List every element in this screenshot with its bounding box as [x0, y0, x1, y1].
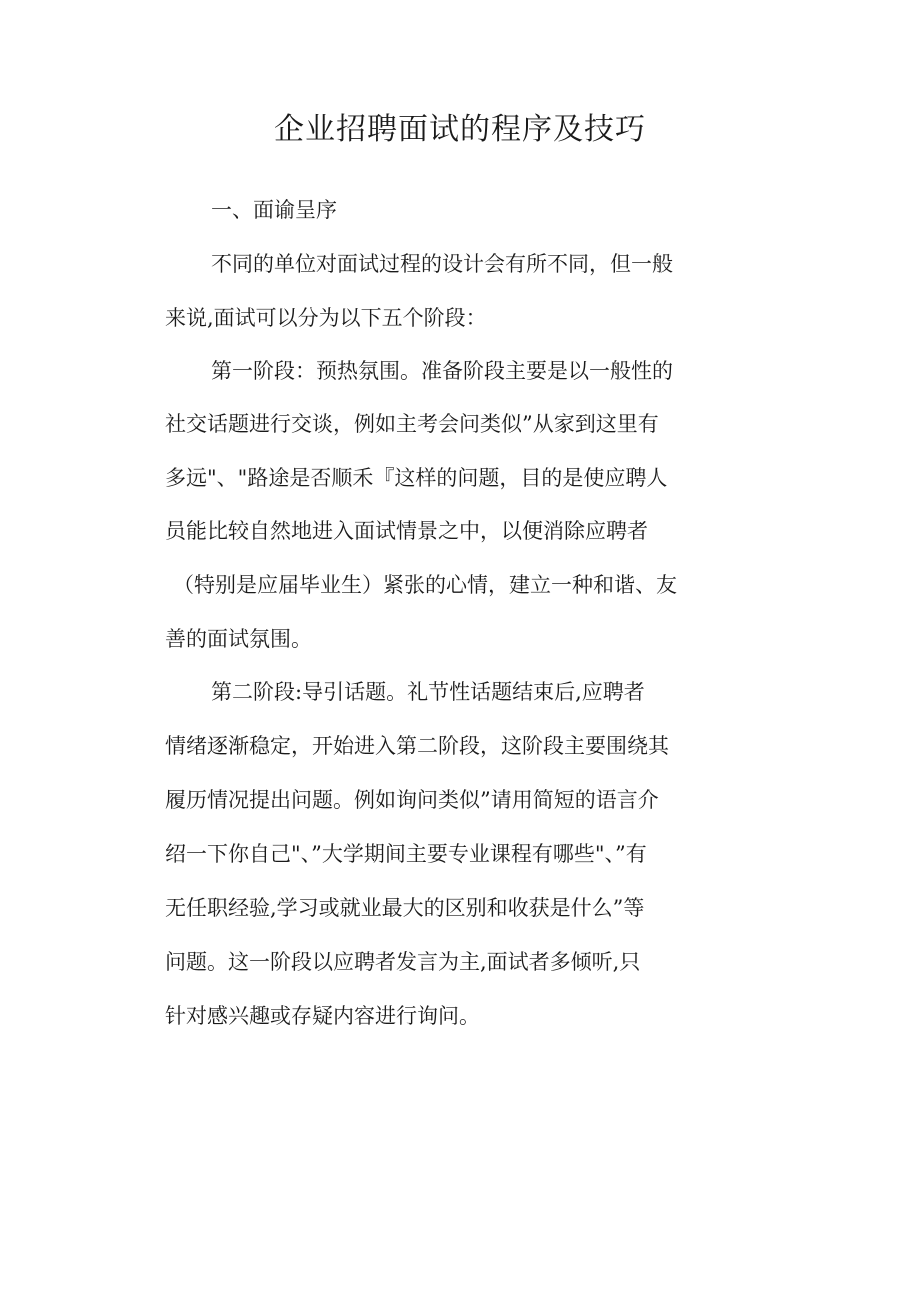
document-title: 企业招聘面试的程序及技巧	[274, 112, 646, 147]
text-line: 针对感兴趣或存疑内容进行询问。	[165, 1004, 480, 1028]
text-line: 社交话题进行交谈，例如主考会问类似”从家到这里有	[165, 412, 659, 436]
text-line: 员能比较自然地进入面试情景之中，以便消除应聘者	[165, 519, 648, 543]
text-line: 情绪逐渐稳定，开始进入第二阶段，这阶段主要围绕其	[165, 734, 669, 758]
text-line: 无任职经验,学习或就业最大的区别和收获是什么”等	[165, 896, 645, 920]
text-line: 履历情况提出问题。例如询问类似”请用简短的语言介	[165, 788, 659, 812]
text-line: 来说,面试可以分为以下五个阶段：	[165, 306, 487, 330]
text-line: 不同的单位对面试过程的设计会有所不同，但一般	[211, 252, 673, 276]
text-line: 善的面试氛围。	[165, 627, 312, 651]
section-heading: 一、面谕呈序	[211, 198, 337, 222]
text-line: （特别是应届毕业生）紧张的心情，建立一种和谐、友	[173, 573, 677, 597]
text-line: 绍一下你自己"、”大学期间主要专业课程有哪些"、”有	[165, 842, 647, 866]
text-line: 问题。这一阶段以应聘者发言为主,面试者多倾听,只	[165, 950, 641, 974]
text-line: 第二阶段:导引话题。礼节性话题结束后,应聘者	[211, 680, 645, 704]
text-line: 第一阶段：预热氛围。准备阶段主要是以一般性的	[211, 359, 673, 383]
text-line: 多远"、"路途是否顺禾『这样的问题，目的是使应聘人	[165, 466, 668, 490]
